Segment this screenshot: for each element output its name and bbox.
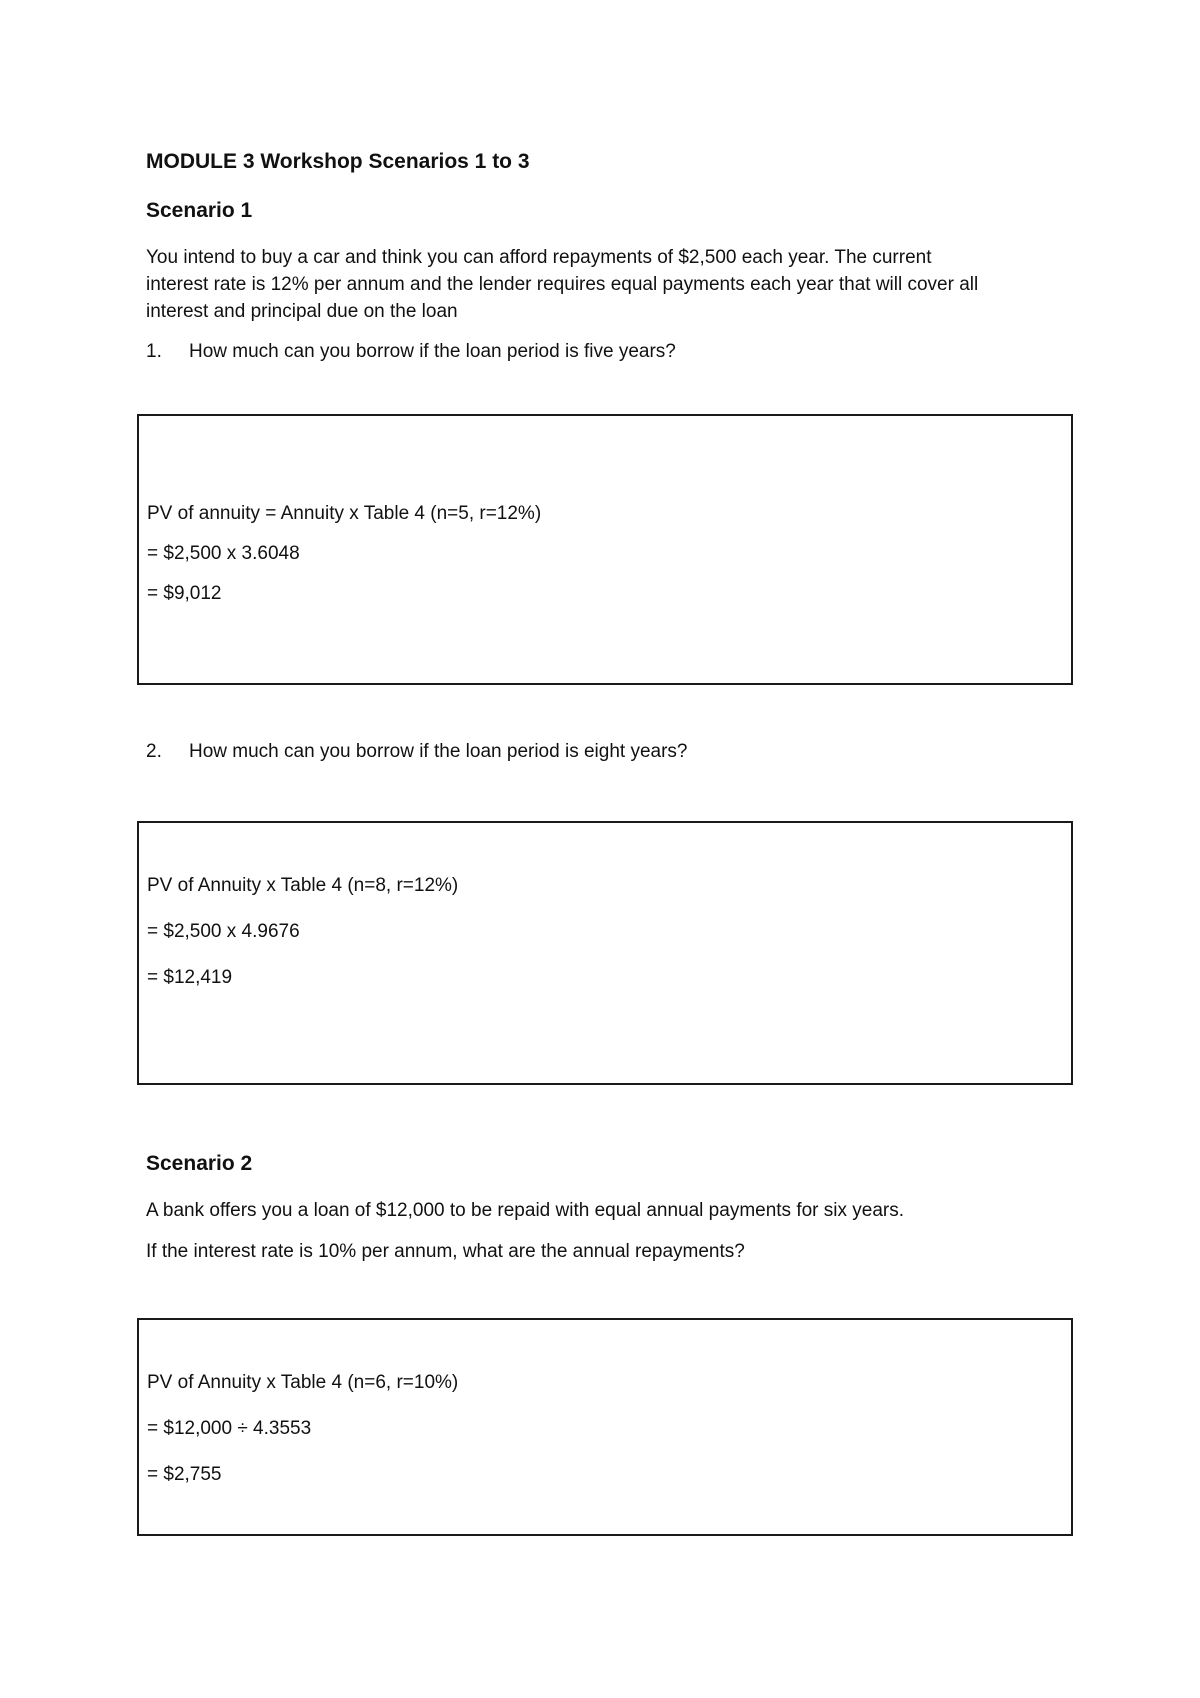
question-1-text: How much can you borrow if the loan period is five years? [189,341,676,362]
scenario-2-heading: Scenario 2 [146,1152,253,1175]
answer-3-line-2: = $12,000 ÷ 4.3553 [147,1418,312,1439]
answer-2-line-1: PV of Annuity x Table 4 (n=8, r=12%) [147,875,459,896]
question-2-text: How much can you borrow if the loan period is eight years? [189,741,688,762]
answer-box-question-2 [137,821,1073,1085]
scenario-1-intro-line-3: interest and principal due on the loan [146,301,458,322]
answer-1-line-3: = $9,012 [147,583,222,604]
scenario-2-intro-line-2: If the interest rate is 10% per annum, what are the annual repayments? [146,1241,745,1262]
answer-2-line-3: = $12,419 [147,967,233,988]
question-2-number: 2. [146,741,162,762]
answer-1-line-1: PV of annuity = Annuity x Table 4 (n=5, r=12%) [147,503,542,524]
scenario-1-intro-line-1: You intend to buy a car and think you can afford repayments of $2,500 each year. The current [146,247,932,268]
answer-3-line-1: PV of Annuity x Table 4 (n=6, r=10%) [147,1372,459,1393]
scenario-1-heading: Scenario 1 [146,199,253,222]
answer-2-line-2: = $2,500 x 4.9676 [147,921,300,942]
answer-1-line-2: = $2,500 x 3.6048 [147,543,300,564]
scenario-1-intro-line-2: interest rate is 12% per annum and the lender requires equal payments each year that will cover all [146,274,979,295]
scenario-2-intro-line-1: A bank offers you a loan of $12,000 to be repaid with equal annual payments for six years. [146,1200,905,1221]
answer-box-question-1 [137,414,1073,685]
answer-box-scenario-2 [137,1318,1073,1536]
question-1-number: 1. [146,341,162,362]
document-title: MODULE 3 Workshop Scenarios 1 to 3 [146,150,530,173]
answer-3-line-3: = $2,755 [147,1464,222,1485]
